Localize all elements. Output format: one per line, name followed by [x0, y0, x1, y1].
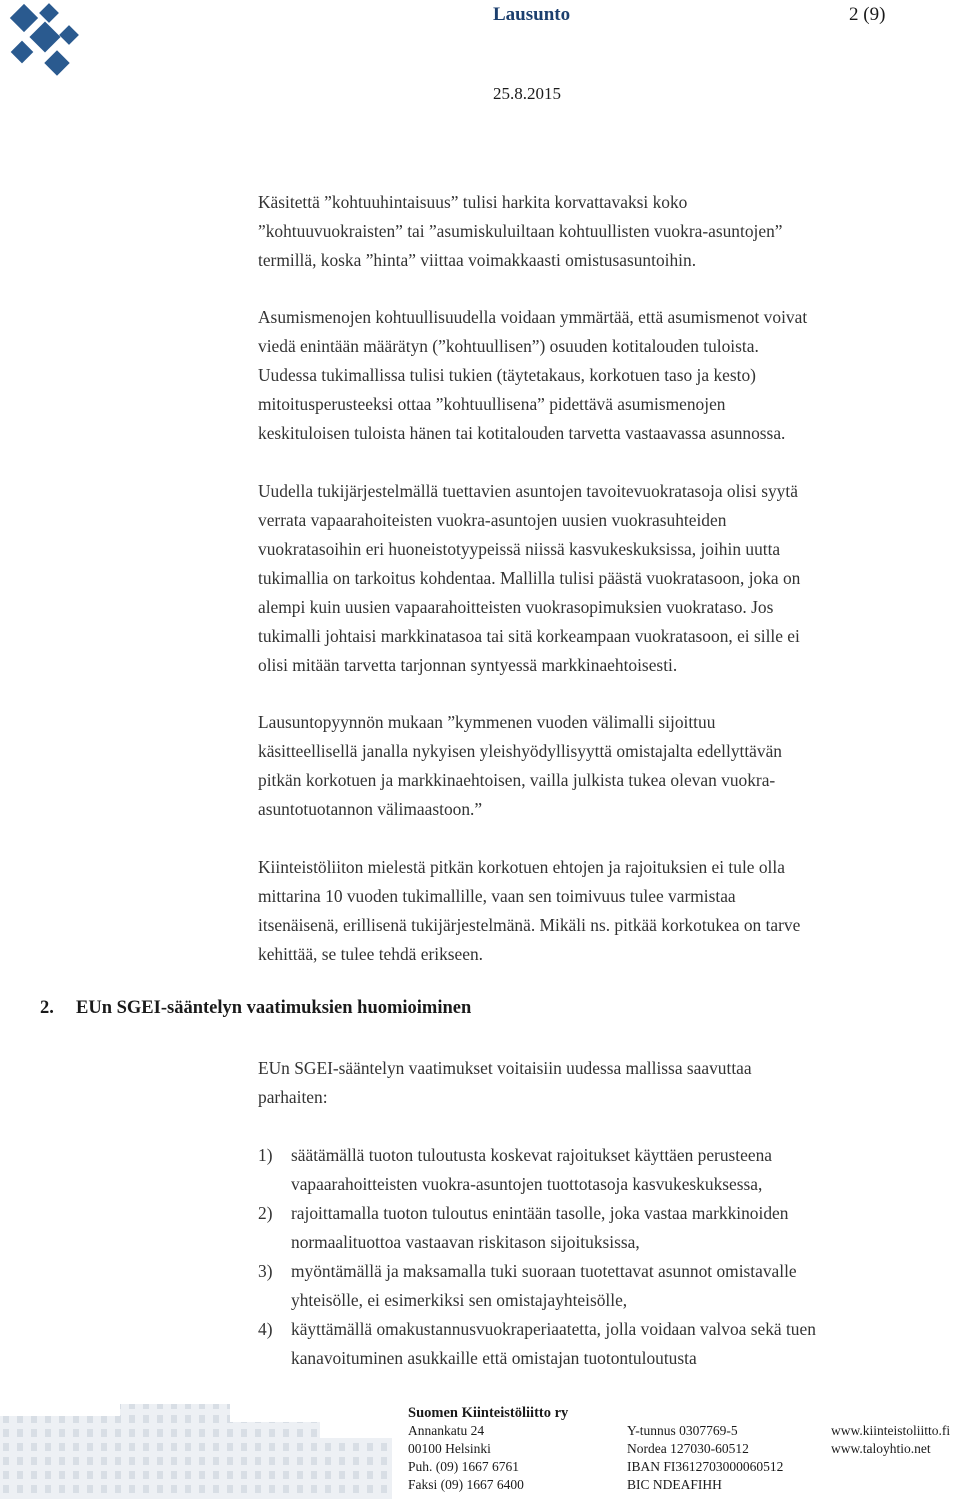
text-line: normaalituottoa vastaavan riskitason sijoituksissa, — [291, 1232, 640, 1252]
text-line: vapaarahoitteisten vuokra-asuntojen tuottotasoja kasvukeskuksessa, — [291, 1174, 763, 1194]
footer-line: Faksi (09) 1667 6400 — [408, 1477, 524, 1492]
paragraph-6 — [258, 1054, 958, 1112]
text-line: EUn SGEI-sääntelyn vaatimukset voitaisiin uudessa mallissa saavuttaa — [258, 1058, 752, 1078]
list-number: 3) — [258, 1261, 273, 1281]
building-illustration — [0, 1398, 392, 1499]
footer-link[interactable]: www.taloyhtio.net — [831, 1441, 931, 1456]
text-line: Lausuntopyynnön mukaan ”kymmenen vuoden välimalli sijoittuu — [258, 712, 716, 732]
list-text — [291, 1315, 816, 1373]
footer-line: Y-tunnus 0307769-5 — [627, 1423, 738, 1438]
text-line: mittarina 10 vuoden tukimallille, vaan sen toimivuus tulee varmistaa — [258, 886, 736, 906]
list-text — [291, 1141, 772, 1199]
section-number: 2. — [40, 998, 54, 1018]
list-number: 2) — [258, 1203, 273, 1223]
text-line: ”kohtuuvuokraisten” tai ”asumiskuluiltaan kohtuullisten vuokra-asuntojen” — [258, 221, 783, 241]
text-line: verrata vapaarahoiteisten vuokra-asuntojen uusien vuokrasuhteiden — [258, 510, 727, 530]
footer-line: IBAN FI3612703000060512 — [627, 1459, 784, 1474]
list-number: 1) — [258, 1145, 273, 1165]
text-line: käsitteellisellä janalla nykyisen yleishyödyllisyyttä omistajalta edellyttävän — [258, 741, 783, 761]
text-line: myöntämällä ja maksamalla tuki suoraan tuotettavat asunnot omistavalle — [291, 1261, 797, 1281]
text-line: keskituloisen tuloista hänen tai kotitalouden tarvetta vastaavassa asunnossa. — [258, 423, 786, 443]
text-line: viedä enintään määrätyn (”kohtuullisen”) osuuden kotitalouden tuloista. — [258, 336, 759, 356]
text-line: säätämällä tuoton tuloutusta koskevat rajoitukset käyttäen perusteena — [291, 1145, 772, 1165]
footer-line: Annankatu 24 — [408, 1423, 485, 1438]
text-line: kanavoituminen asukkaille että omistajan tuotontuloutusta — [291, 1348, 697, 1368]
paragraph-4 — [258, 708, 958, 824]
text-line: asuntotuotannon välimaastoon.” — [258, 799, 483, 819]
text-line: tukimalli johtaisi markkinatasoa tai sitä korkeampaan vuokratasoon, ei sille ei — [258, 626, 800, 646]
footer-line: BIC NDEAFIHH — [627, 1477, 722, 1492]
footer-link[interactable]: www.kiinteistoliitto.fi — [831, 1423, 951, 1438]
section-title: EUn SGEI-sääntelyn vaatimuksien huomioiminen — [76, 998, 472, 1018]
footer-identifiers — [627, 1422, 783, 1494]
document-date: 25.8.2015 — [493, 84, 561, 103]
text-line: Asumismenojen kohtuullisuudella voidaan ymmärtää, että asumismenot voivat — [258, 307, 808, 327]
text-line: Uudella tukijärjestelmällä tuettavien asuntojen tavoitevuokratasoja olisi syytä — [258, 481, 798, 501]
footer-address — [408, 1422, 524, 1494]
footer-line: 00100 Helsinki — [408, 1441, 491, 1456]
text-line: olisi mitään tarvetta tarjonnan syntyessä markkinaehtoisesti. — [258, 655, 678, 675]
text-line: tukimallia on tarkoitus kohdentaa. Mallilla tulisi päästä vuokratasoon, joka on — [258, 568, 801, 588]
text-line: alempi kuin uusien vapaarahoitteisten vuokrasopimuksien vuokrataso. Jos — [258, 597, 774, 617]
text-line: pitkän korkotuen ja markkinaehtoisen, vailla julkista tukea olevan vuokra- — [258, 770, 776, 790]
list-number: 4) — [258, 1319, 273, 1339]
text-line: parhaiten: — [258, 1087, 328, 1107]
text-line: Käsitettä ”kohtuuhintaisuus” tulisi harkita korvattavaksi koko — [258, 192, 688, 212]
footer-websites — [831, 1422, 950, 1458]
paragraph-5 — [258, 853, 958, 969]
text-line: yhteisölle, ei esimerkiksi sen omistajayhteisölle, — [291, 1290, 628, 1310]
text-line: mitoitusperusteeksi ottaa ”kohtuullisena” pidettävä asumismenojen — [258, 394, 726, 414]
kiinteistoliitto-logo — [4, 2, 86, 84]
text-line: Kiinteistöliiton mielestä pitkän korkotuen ehtojen ja rajoituksien ei tule olla — [258, 857, 785, 877]
text-line: kehittää, se tulee tehdä erikseen. — [258, 944, 484, 964]
text-line: itsenäisenä, erillisenä tukijärjestelmänä. Mikäli ns. pitkää korkotukea on tarve — [258, 915, 801, 935]
paragraph-3 — [258, 477, 958, 680]
text-line: vuokratasoihin eri huoneistotyypeissä niissä kasvukeskuksissa, joihin uutta — [258, 539, 781, 559]
text-line: Uudessa tukimallissa tulisi tukien (täytetakaus, korkotuen taso ja kesto) — [258, 365, 756, 385]
paragraph-2 — [258, 303, 958, 448]
list-text — [291, 1257, 797, 1315]
footer-line: Puh. (09) 1667 6761 — [408, 1459, 519, 1474]
document-type: Lausunto — [493, 4, 571, 25]
text-line: rajoittamalla tuoton tuloutus enintään tasolle, joka vastaa markkinoiden — [291, 1203, 789, 1223]
text-line: termillä, koska ”hinta” viittaa voimakkaasti omistusasuntoihin. — [258, 250, 697, 270]
list-text — [291, 1199, 788, 1257]
page-number: 2 (9) — [849, 4, 886, 25]
text-line: käyttämällä omakustannusvuokraperiaatetta, jolla voidaan valvoa sekä tuen — [291, 1319, 816, 1339]
footer-org-name: Suomen Kiinteistöliitto ry — [408, 1405, 569, 1421]
footer-line: Nordea 127030-60512 — [627, 1441, 749, 1456]
paragraph-1 — [258, 188, 958, 275]
